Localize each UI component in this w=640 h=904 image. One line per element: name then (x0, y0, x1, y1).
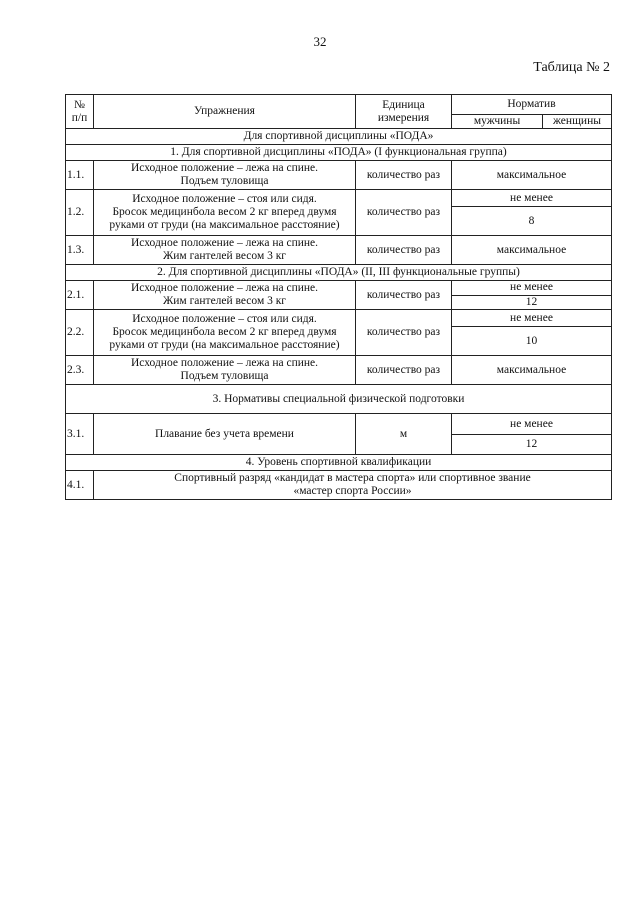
norm-min-label: не менее (452, 310, 612, 327)
exercise-line: Исходное положение – стоя или сидя. (132, 313, 317, 325)
qualification-cell (94, 471, 612, 500)
exercise-line: руками от груди (на максимальное расстояние) (109, 339, 340, 351)
exercise-cell (94, 236, 356, 265)
unit-cell: количество раз (356, 236, 452, 265)
unit-cell: количество раз (356, 190, 452, 236)
row-number: 1.2. (66, 190, 94, 236)
row-number: 2.2. (66, 310, 94, 356)
discipline-header: Для спортивной дисциплины «ПОДА» (66, 129, 612, 145)
row-number: 1.3. (66, 236, 94, 265)
unit-cell: м (356, 414, 452, 455)
header-men: мужчины (452, 115, 543, 129)
header-women: женщины (543, 115, 612, 129)
exercise-line: Исходное положение – лежа на спине. (130, 357, 319, 369)
norm-min-label: не менее (452, 414, 612, 435)
exercise-line: Подъем туловища (180, 370, 269, 382)
header-norm: Норматив (452, 95, 612, 115)
exercise-cell (94, 310, 356, 356)
norms-table (65, 94, 612, 500)
unit-cell: количество раз (356, 310, 452, 356)
norm-value: 12 (452, 295, 612, 310)
row-number: 3.1. (66, 414, 94, 455)
exercise-line: Исходное положение – лежа на спине. (130, 162, 319, 174)
unit-cell: количество раз (356, 281, 452, 310)
norm-min-label: не менее (452, 190, 612, 207)
table-title: Таблица № 2 (533, 60, 610, 75)
norm-value: 12 (452, 435, 612, 455)
exercise-cell (94, 356, 356, 385)
norm-min-label: не менее (452, 281, 612, 296)
exercise-line: Исходное положение – лежа на спине. (130, 282, 319, 294)
header-unit: Единица измерения (356, 95, 452, 129)
exercise-line: руками от груди (на максимальное расстояние) (109, 219, 340, 231)
exercise-cell (94, 281, 356, 310)
unit-cell: количество раз (356, 356, 452, 385)
exercise-line: Исходное положение – стоя или сидя. (132, 193, 317, 205)
section-title: 4. Уровень спортивной квалификации (66, 455, 612, 471)
exercise-line: Исходное положение – лежа на спине. (130, 237, 319, 249)
exercise-cell (94, 161, 356, 190)
header-num: № п/п (66, 95, 94, 129)
row-number: 2.1. (66, 281, 94, 310)
qualification-line: «мастер спорта России» (293, 485, 412, 497)
exercise-line: Подъем туловища (180, 175, 269, 187)
exercise-cell (94, 190, 356, 236)
norm-value: максимальное (452, 356, 612, 385)
exercise-line: Бросок медицинбола весом 2 кг вперед двумя (112, 326, 337, 338)
norm-value: максимальное (452, 236, 612, 265)
section-title: 3. Нормативы специальной физической подготовки (66, 385, 612, 414)
qualification-line: Спортивный разряд «кандидат в мастера спорта» или спортивное звание (174, 472, 531, 484)
norm-value: максимальное (452, 161, 612, 190)
exercise-line: Жим гантелей весом 3 кг (162, 295, 287, 307)
row-number: 4.1. (66, 471, 94, 500)
exercise-line: Бросок медицинбола весом 2 кг вперед двумя (112, 206, 337, 218)
header-exercise: Упражнения (94, 95, 356, 129)
norm-value: 8 (452, 207, 612, 236)
exercise-cell: Плавание без учета времени (94, 414, 356, 455)
row-number: 1.1. (66, 161, 94, 190)
norm-value: 10 (452, 327, 612, 356)
exercise-line: Жим гантелей весом 3 кг (162, 250, 287, 262)
section-title: 2. Для спортивной дисциплины «ПОДА» (II, III функциональные группы) (66, 265, 612, 281)
section-title: 1. Для спортивной дисциплины «ПОДА» (I функциональная группа) (66, 145, 612, 161)
page-number: 32 (313, 34, 327, 49)
unit-cell: количество раз (356, 161, 452, 190)
row-number: 2.3. (66, 356, 94, 385)
